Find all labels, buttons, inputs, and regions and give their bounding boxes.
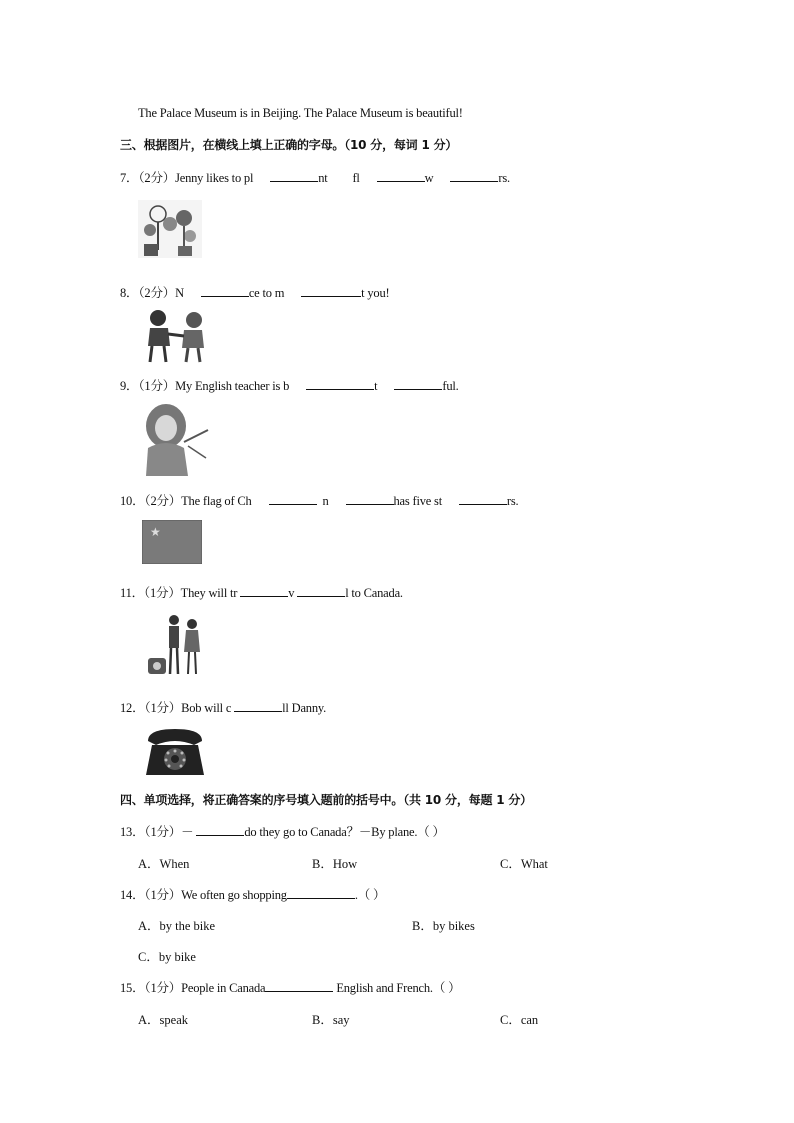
question-text: They will tr [180, 586, 238, 600]
question-8 [120, 283, 389, 301]
question-text: English and French.（ ） [333, 981, 461, 995]
question-10 [120, 491, 518, 509]
question-text: w [424, 171, 434, 185]
option-a[interactable]: A．speak [138, 1013, 188, 1027]
answer-blank[interactable] [346, 493, 394, 505]
answer-blank[interactable] [394, 378, 442, 390]
question-text: The flag of Ch [181, 494, 252, 508]
section-4-heading: 四、单项选择，将正确答案的序号填入题前的括号中。（共 10 分，每题 1 分） [120, 793, 532, 807]
handshake-picture [140, 306, 212, 364]
question-number: 8．（2分） [120, 286, 176, 300]
answer-blank[interactable] [270, 170, 318, 182]
option-c[interactable]: C．can [500, 1013, 539, 1027]
question-text: nt [318, 171, 328, 185]
question-number: 15．（1分） [120, 981, 182, 995]
option-b[interactable]: B．How [312, 857, 358, 871]
answer-blank[interactable] [306, 378, 374, 390]
question-number: 13．（1分） [120, 825, 182, 839]
answer-blank[interactable] [265, 980, 333, 992]
question-text: Jenny likes to pl [175, 171, 254, 185]
answer-blank[interactable] [234, 700, 282, 712]
intro-sentence: The Palace Museum is in Beijing. The Palace Museum is beautiful! [138, 106, 463, 120]
question-13 [120, 822, 445, 840]
answer-blank[interactable] [450, 170, 498, 182]
flowers-picture [138, 200, 202, 258]
option-a[interactable]: A．When [138, 857, 190, 871]
option-b[interactable]: B．by bikes [412, 919, 475, 933]
question-text: Bob will c [181, 701, 232, 715]
question-text: t [374, 379, 378, 393]
answer-blank[interactable] [196, 824, 244, 836]
question-text: We often go shopping [181, 888, 287, 902]
answer-blank[interactable] [297, 585, 345, 597]
answer-blank[interactable] [201, 285, 249, 297]
question-number: 10．（2分） [120, 494, 182, 508]
question-text: ce to m [248, 286, 285, 300]
question-number: 11．（1分） [120, 586, 181, 600]
question-14 [120, 885, 385, 903]
answer-blank[interactable] [287, 887, 355, 899]
answer-blank[interactable] [377, 170, 425, 182]
option-b[interactable]: B．say [312, 1013, 350, 1027]
option-a[interactable]: A．by the bike [138, 919, 216, 933]
question-text: rs. [506, 494, 519, 508]
section-3-heading: 三、根据图片，在横线上填上正确的字母。（10 分，每词 1 分） [120, 138, 458, 152]
question-text: v [288, 586, 295, 600]
answer-blank[interactable] [459, 493, 507, 505]
question-number: 14．（1分） [120, 888, 182, 902]
question-text: .（ ） [354, 888, 386, 902]
question-text: ll Danny. [282, 701, 327, 715]
question-text: has five st [393, 494, 442, 508]
question-12 [120, 698, 326, 716]
question-text: l to Canada. [345, 586, 403, 600]
question-number: 12．（1分） [120, 701, 182, 715]
telephone-picture [142, 727, 208, 777]
option-c[interactable]: C．What [500, 857, 548, 871]
question-15 [120, 978, 460, 996]
question-11 [120, 583, 403, 601]
question-number: 9．（1分） [120, 379, 176, 393]
answer-blank[interactable] [240, 585, 288, 597]
option-c[interactable]: C．by bike [138, 950, 196, 964]
answer-blank[interactable] [269, 493, 317, 505]
question-text: do they go to Canada？－By plane.（ ） [244, 825, 445, 839]
question-text: ful. [442, 379, 459, 393]
question-9 [120, 376, 459, 394]
answer-blank[interactable] [301, 285, 361, 297]
question-text: n [322, 494, 329, 508]
flag-picture [142, 520, 202, 564]
question-number: 7．（2分） [120, 171, 176, 185]
question-text: fl [352, 171, 360, 185]
question-text: t you! [361, 286, 390, 300]
travel-picture [140, 612, 206, 678]
question-text: rs. [498, 171, 510, 185]
teacher-picture [140, 402, 212, 476]
question-text: People in Canada [181, 981, 266, 995]
question-text: － [181, 825, 194, 839]
question-text: N [175, 286, 184, 300]
question-7 [120, 168, 510, 186]
question-text: My English teacher is b [175, 379, 290, 393]
svg-text:★: ★ [150, 525, 161, 539]
